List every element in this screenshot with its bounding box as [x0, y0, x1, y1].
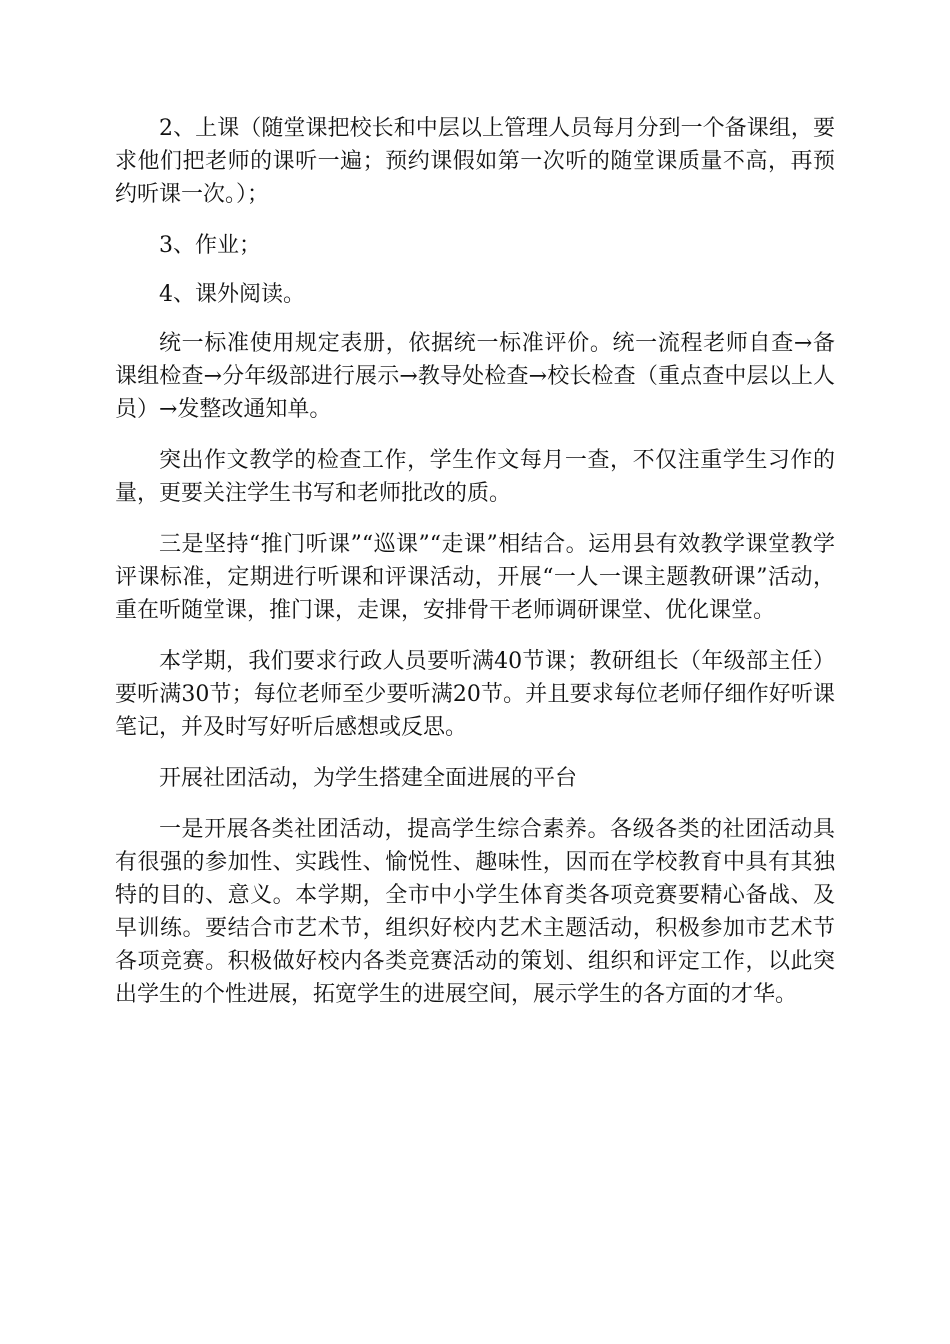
paragraph-class-inspection: 2、上课（随堂课把校长和中层以上管理人员每月分到一个备课组，要求他们把老师的课听一遍；预约课假如第一次听的随堂课质量不高，再预约听课一次。）； [115, 116, 835, 207]
section-heading-club-activities: 开展社团活动，为学生搭建全面进展的平台 [159, 766, 578, 791]
paragraph-reading: 4、课外阅读。 [159, 282, 305, 307]
paragraph-lesson-observation: 三是坚持“推门听课”“巡课”“走课”相结合。运用县有效教学课堂教学评课标准，定期进行听课和评课活动，开展“一人一课主题教研课”活动，重在听随堂课，推门课，走课，安排骨干老师调研课堂、优化课堂。 [115, 532, 835, 623]
paragraph-homework: 3、作业； [159, 233, 261, 258]
paragraph-semester-requirements: 本学期，我们要求行政人员要听满40节课；教研组长（年级部主任）要听满30节；每位老师至少要听满20节。并且要求每位老师仔细作好听课笔记，并及时写好听后感想或反思。 [115, 649, 835, 740]
paragraph-unified-standard: 统一标准使用规定表册，依据统一标准评价。统一流程老师自查→备课组检查→分年级部进行展示→教导处检查→校长检查（重点查中层以上人员）→发整改通知单。 [115, 331, 835, 422]
document-page [115, 112, 835, 1029]
paragraph-club-activities: 一是开展各类社团活动，提高学生综合素养。各级各类的社团活动具有很强的参加性、实践性、愉悦性、趣味性，因而在学校教育中具有其独特的目的、意义。本学期，全市中小学生体育类各项竞赛要精心备战、及早训练。要结合市艺术节，组织好校内艺术主题活动，积极参加市艺术节各项竞赛。积极做好校内各类竞赛活动的策划、组织和评定工作，以此突出学生的个性进展，拓宽学生的进展空间，展示学生的各方面的才华。 [115, 817, 835, 1007]
paragraph-composition-check: 突出作文教学的检查工作，学生作文每月一查，不仅注重学生习作的量，更要关注学生书写和老师批改的质。 [115, 448, 835, 506]
